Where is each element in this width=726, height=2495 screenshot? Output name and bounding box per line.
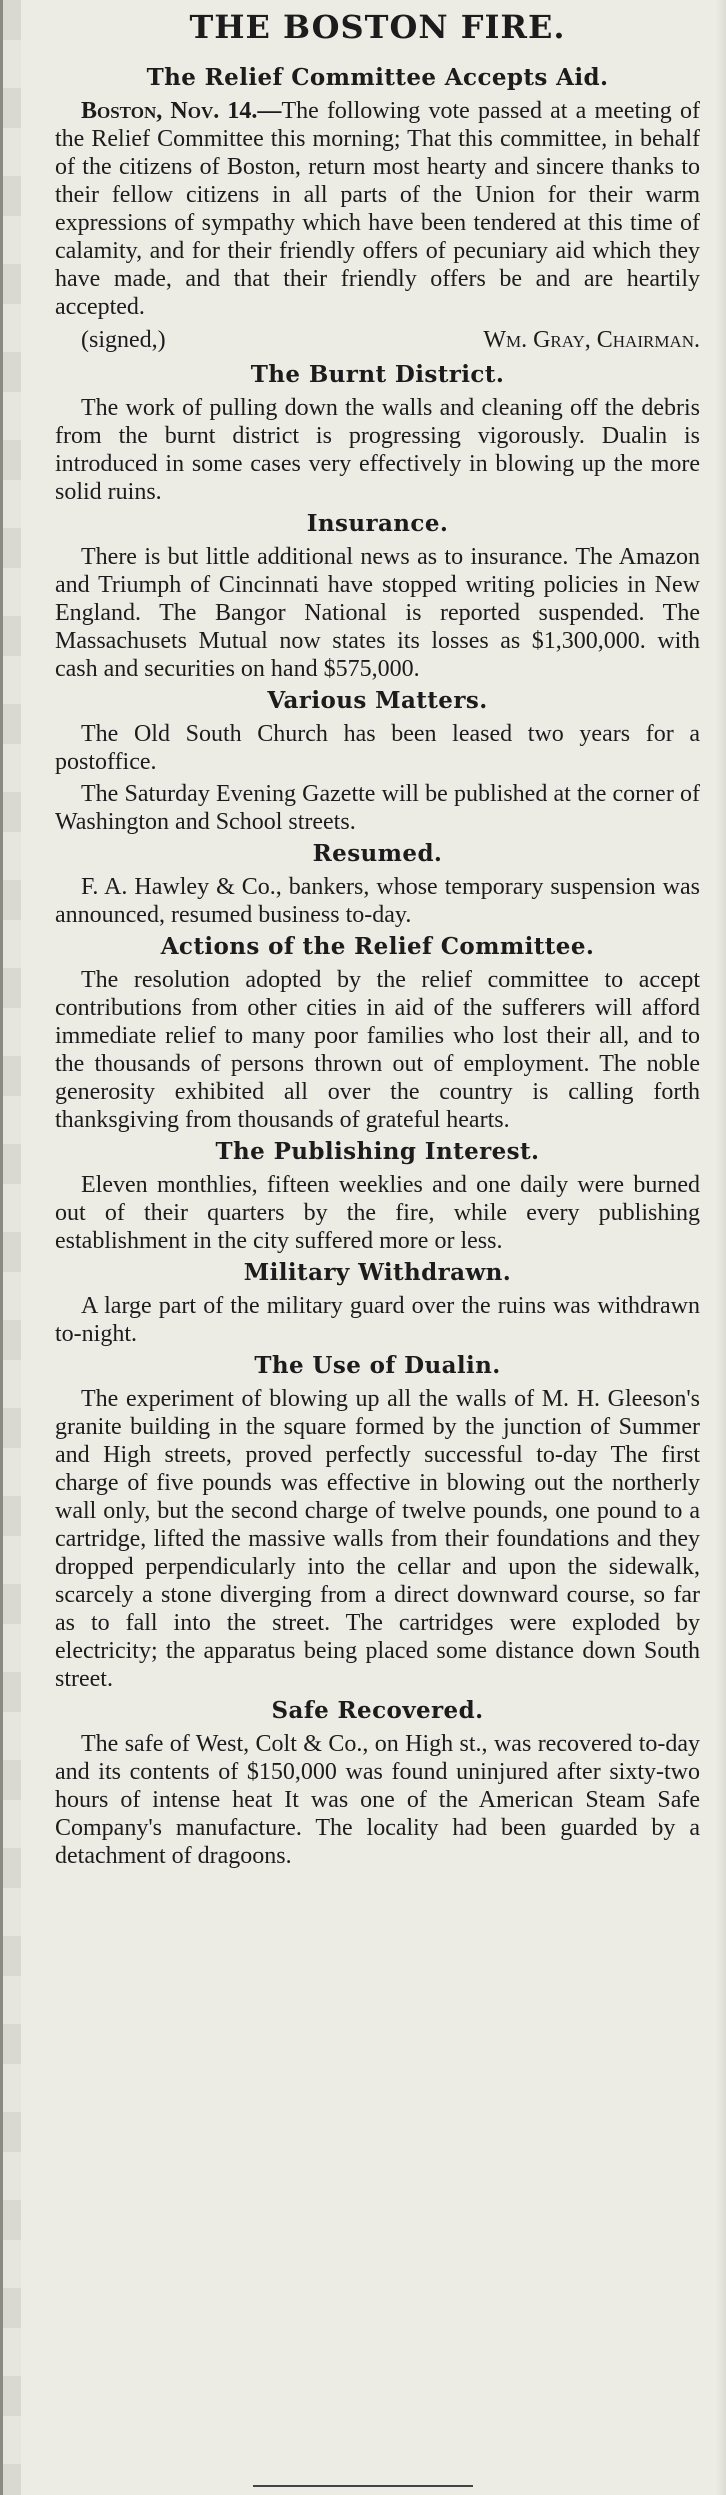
article-military-withdrawn	[55, 1259, 700, 1348]
section-heading: Military Withdrawn.	[243, 1259, 512, 1286]
article-paragraph: F. A. Hawley & Co., bankers, whose temporary suspension was announced, resumed business to-day.	[55, 874, 700, 928]
section-heading: The Use of Dualin.	[254, 1352, 501, 1379]
article-use-of-dualin	[55, 1352, 700, 1693]
section-heading: The Publishing Interest.	[215, 1138, 540, 1165]
adjacent-column-edge	[3, 0, 21, 2495]
article-relief-committee-actions	[55, 933, 700, 1134]
article-burnt-district	[55, 361, 700, 506]
article-various-matters	[55, 687, 700, 836]
headline: THE BOSTON FIRE.	[189, 8, 566, 46]
article-paragraph	[55, 97, 700, 321]
article-paragraph: The work of pulling down the walls and cleaning off the debris from the burnt district is progressing vigorously. Dualin is introduced in some cases very effectively in blowing up the more solid ruins.	[55, 395, 700, 505]
section-heading: The Relief Committee Accepts Aid.	[146, 64, 609, 91]
article-safe-recovered	[55, 1697, 700, 1870]
article-paragraph: The Old South Church has been leased two years for a postoffice.	[55, 721, 700, 775]
article-paragraph: A large part of the military guard over the ruins was withdrawn to-night.	[55, 1293, 700, 1347]
dateline: Boston, Nov. 14.—	[81, 98, 282, 124]
article-paragraph: The safe of West, Colt & Co., on High st., was recovered to-day and its contents of $150,000 was found uninjured after sixty-two hours of intense heat It was one of the American Steam Safe Company's manufacture. The locality had been guarded by a detachment of dragoons.	[55, 1731, 700, 1869]
signed-label: (signed,)	[81, 327, 166, 353]
signature-line	[55, 325, 700, 355]
section-heading: Safe Recovered.	[271, 1697, 484, 1724]
page-edge	[716, 0, 726, 2495]
article-paragraph: The Saturday Evening Gazette will be published at the corner of Washington and School streets.	[55, 781, 700, 835]
signed-name: Wm. Gray, Chairman.	[483, 327, 700, 353]
article-publishing-interest	[55, 1138, 700, 1255]
section-heading: Various Matters.	[267, 687, 488, 714]
section-heading: Resumed.	[312, 840, 443, 867]
article-paragraph: The resolution adopted by the relief committee to accept contributions from other cities in aid of the sufferers will afford immediate relief to many poor families who lost their all, and to the thousands of persons thrown out of employment. The noble generosity exhibited all over the country is calling forth thanksgiving from thousands of grateful hearts.	[55, 967, 700, 1133]
article-relief-accepts-aid	[55, 64, 700, 355]
article-paragraph: Eleven monthlies, fifteen weeklies and one daily were burned out of their quarters by the fire, while every publishing establishment in the city suffered more or less.	[55, 1172, 700, 1254]
article-resumed	[55, 840, 700, 929]
closing-rule	[253, 2485, 473, 2487]
paragraph-text: The following vote passed at a meeting of the Relief Committee this morning; That this committee, in behalf of the citizens of Boston, return most hearty and sincere thanks to their fellow citizens in all parts of the Union for their warm expressions of sympathy which have been tendered at this time of calamity, and for their friendly offers of pecuniary aid which they have made, and that their friendly offers be and are heartily accepted.	[55, 98, 700, 320]
section-heading: The Burnt District.	[250, 361, 505, 388]
section-heading: Insurance.	[306, 510, 449, 537]
article-insurance	[55, 510, 700, 683]
article-paragraph: There is but little additional news as to insurance. The Amazon and Triumph of Cincinnati have stopped writing policies in New England. The Bangor National is reported suspended. The Massachusets Mutual now states its losses as $1,300,000. with cash and securities on hand $575,000.	[55, 544, 700, 682]
section-heading: Actions of the Relief Committee.	[160, 933, 595, 960]
article-paragraph: The experiment of blowing up all the walls of M. H. Gleeson's granite building in the square formed by the junction of Summer and High streets, proved perfectly successful to-day The first charge of five pounds was effective in blowing out the northerly wall only, but the second charge of twelve pounds, one pound to a cartridge, lifted the massive walls from their foundations and they dropped perpendicularly into the cellar and upon the sidewalk, scarcely a stone diverging from a direct downward course, so far as to fall into the street. The cartridges were exploded by electricity; the apparatus being placed some distance down South street.	[55, 1386, 700, 1692]
